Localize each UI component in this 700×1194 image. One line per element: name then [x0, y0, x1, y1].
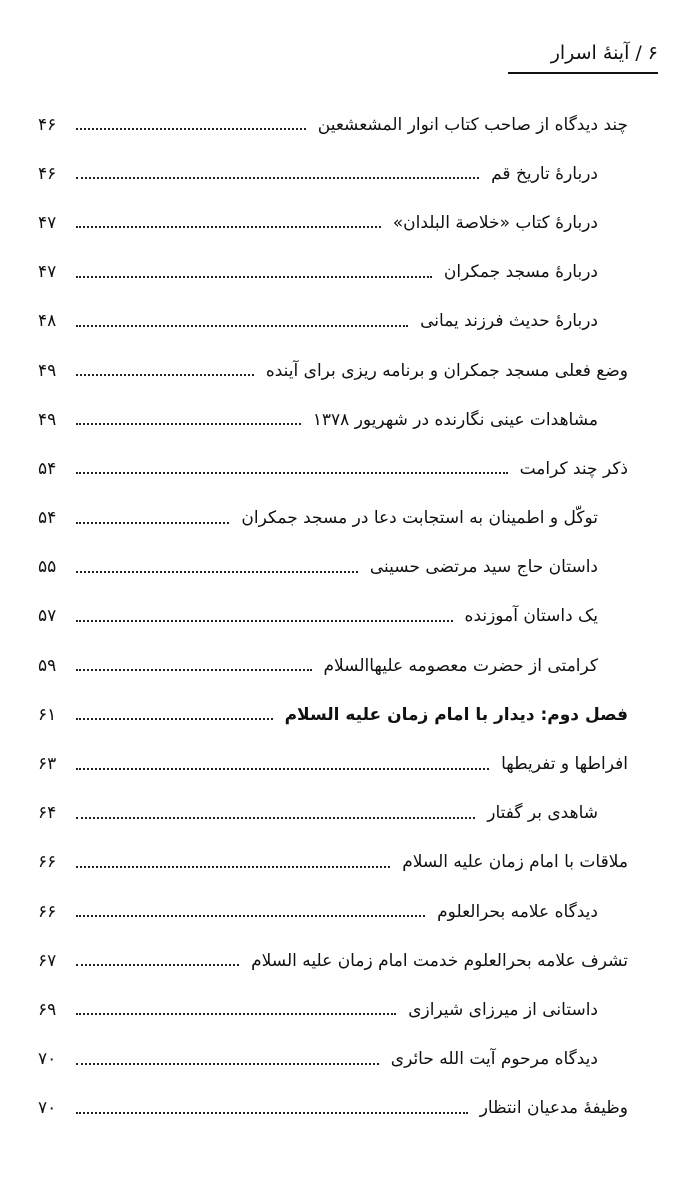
toc-entry-title: دربارهٔ حدیث فرزند یمانی: [420, 311, 598, 332]
toc-entry[interactable]: [38, 1035, 628, 1084]
toc-entry-page-number: ۶۶: [38, 852, 57, 873]
toc-entry-page-number: ۴۷: [38, 212, 57, 233]
toc-entry-page-number: ۶۴: [38, 803, 57, 824]
dot-leader: [76, 176, 479, 179]
dot-leader: [76, 373, 254, 376]
toc-entry-page-number: ۶۷: [38, 950, 57, 971]
toc-entry[interactable]: [38, 198, 628, 247]
toc-entry-title: چند دیدگاه از صاحب کتاب انوار المشعشعین: [317, 114, 628, 135]
toc-entry-page-number: ۵۴: [38, 458, 57, 479]
dot-leader: [76, 717, 273, 720]
toc-entry[interactable]: [38, 1084, 628, 1133]
dot-leader: [76, 865, 390, 868]
running-header: [508, 38, 658, 74]
dot-leader: [76, 767, 489, 770]
header-separator: /: [635, 42, 642, 64]
toc-entry[interactable]: [38, 297, 628, 346]
toc-entry-title: دربارهٔ مسجد جمکران: [443, 262, 598, 283]
dot-leader: [76, 275, 432, 278]
toc-entry-page-number: ۵۷: [38, 606, 57, 627]
toc-entry[interactable]: [38, 248, 628, 297]
toc-entry-title: شاهدی بر گفتار: [487, 803, 598, 824]
dot-leader: [76, 570, 358, 573]
toc-entry[interactable]: [38, 346, 628, 395]
toc-entry-title: توکّل و اطمینان به استجابت دعا در مسجد جمکران: [241, 508, 598, 529]
toc-entry-title: فصل دوم: دیدار با امام زمان علیه السلام: [284, 704, 628, 725]
toc-entry-page-number: ۶۱: [38, 704, 57, 725]
header-book-title: آینهٔ اسرار: [550, 42, 630, 64]
toc-entry-page-number: ۶۶: [38, 901, 57, 922]
toc-entry-page-number: ۵۹: [38, 655, 57, 676]
toc-entry-title: دیدگاه مرحوم آیت الله حائری: [390, 1049, 598, 1070]
toc-entry-page-number: ۴۹: [38, 409, 57, 430]
header-page-number: ۶: [647, 42, 658, 64]
toc-entry-title: دربارهٔ کتاب «خلاصة البلدان»: [392, 212, 598, 233]
toc-entry-title: دیدگاه علامه بحرالعلوم: [437, 901, 598, 922]
toc-entry[interactable]: [38, 739, 628, 788]
toc-entry-page-number: ۴۸: [38, 311, 57, 332]
toc-entry[interactable]: [38, 887, 628, 936]
toc-entry-title: تشرف علامه بحرالعلوم خدمت امام زمان علیه السلام: [251, 950, 628, 971]
dot-leader: [76, 963, 239, 966]
toc-entry[interactable]: [38, 592, 628, 641]
dot-leader: [76, 619, 453, 622]
toc-entry-title: افراطها و تفریطها: [501, 754, 628, 775]
toc-entry-page-number: ۶۹: [38, 999, 57, 1020]
toc-entry[interactable]: [38, 789, 628, 838]
toc-entry[interactable]: [38, 494, 628, 543]
dot-leader: [76, 422, 301, 425]
toc-entry[interactable]: [38, 985, 628, 1034]
toc-entry[interactable]: [38, 641, 628, 690]
toc-entry-page-number: ۴۶: [38, 114, 57, 135]
dot-leader: [76, 1012, 396, 1015]
toc-entry[interactable]: [38, 838, 628, 887]
dot-leader: [76, 324, 408, 327]
dot-leader: [76, 668, 312, 671]
toc-entry[interactable]: [38, 936, 628, 985]
dot-leader: [76, 914, 425, 917]
toc-entry[interactable]: [38, 149, 628, 198]
dot-leader: [76, 127, 306, 130]
dot-leader: [76, 1062, 379, 1065]
toc-entry[interactable]: [38, 395, 628, 444]
toc-entry-page-number: ۴۶: [38, 163, 57, 184]
toc-entry-page-number: ۵۵: [38, 557, 57, 578]
dot-leader: [76, 521, 229, 524]
toc-entry-page-number: ۷۰: [38, 1049, 57, 1070]
toc-entry-title: یک داستان آموزنده: [464, 606, 598, 627]
toc-entry-title: ملاقات با امام زمان علیه السلام: [402, 852, 628, 873]
toc-entry-page-number: ۶۳: [38, 754, 57, 775]
toc-entry-page-number: ۷۰: [38, 1098, 57, 1119]
toc-entry[interactable]: [38, 543, 628, 592]
toc-entry-title: وظیفهٔ مدعیان انتظار: [479, 1098, 628, 1119]
toc-entry-title: دربارهٔ تاریخ قم: [491, 163, 598, 184]
dot-leader: [76, 225, 381, 228]
toc-entry-title: داستانی از میرزای شیرازی: [408, 999, 598, 1020]
toc-entry-page-number: ۴۹: [38, 360, 57, 381]
toc-entry-title: ذکر چند کرامت: [519, 458, 628, 479]
table-of-contents: [38, 100, 628, 1133]
dot-leader: [76, 816, 475, 819]
toc-entry-page-number: ۴۷: [38, 262, 57, 283]
toc-entry-title: مشاهدات عینی نگارنده در شهریور ۱۳۷۸: [312, 409, 598, 430]
toc-entry-title: کرامتی از حضرت معصومه علیهاالسلام: [323, 655, 598, 676]
toc-entry[interactable]: [38, 444, 628, 493]
toc-entry-title: وضع فعلی مسجد جمکران و برنامه ریزی برای آینده: [265, 360, 628, 381]
toc-entry-title: داستان حاج سید مرتضی حسینی: [369, 557, 598, 578]
dot-leader: [76, 471, 508, 474]
toc-entry-page-number: ۵۴: [38, 508, 57, 529]
dot-leader: [76, 1111, 468, 1114]
toc-entry[interactable]: [38, 690, 628, 739]
toc-entry[interactable]: [38, 100, 628, 149]
